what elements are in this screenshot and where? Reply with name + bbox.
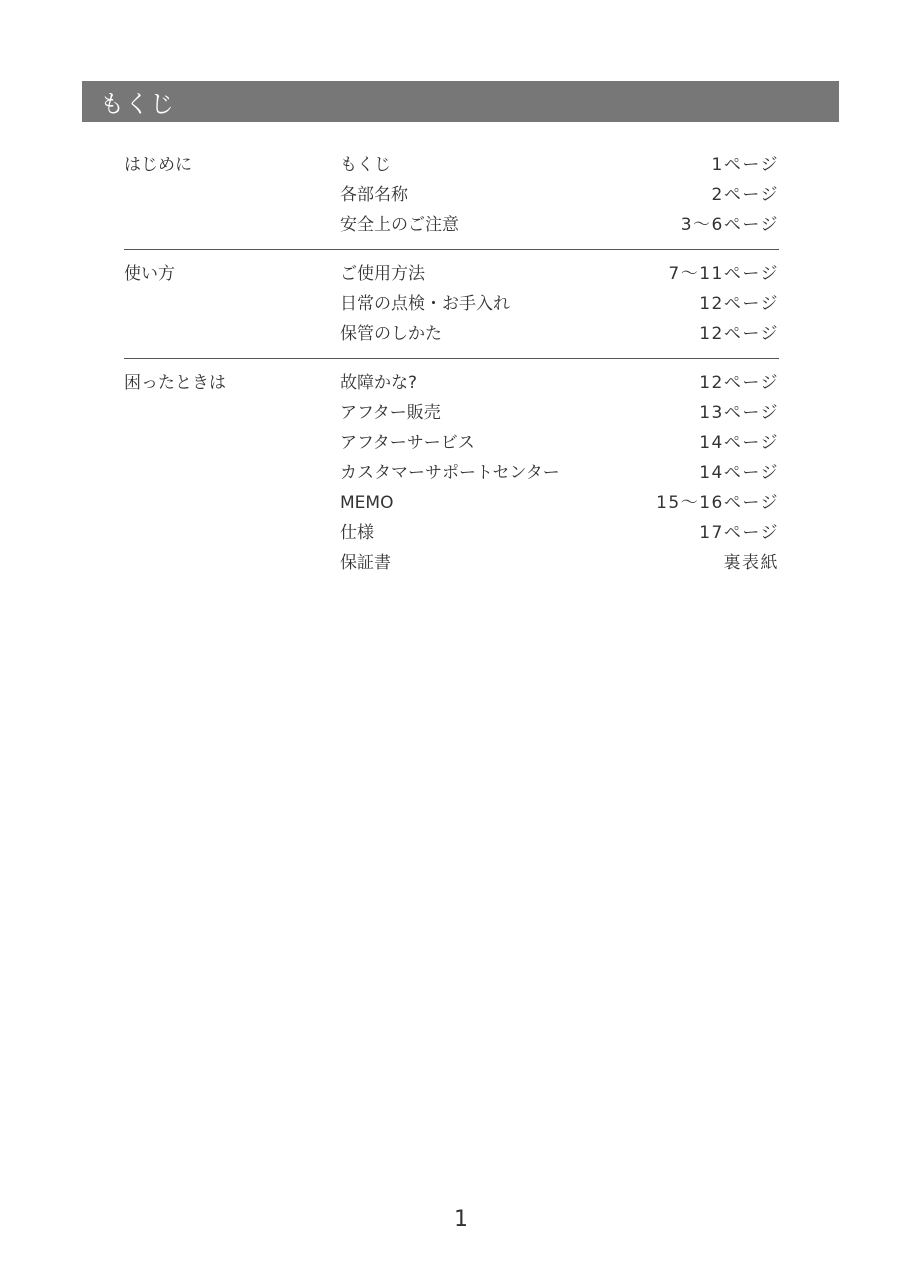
entry-label: ご使用方法 xyxy=(340,264,425,284)
entry-list xyxy=(340,150,779,240)
entry-label: もくじ xyxy=(340,155,391,175)
entry-page: 3～6ページ xyxy=(680,215,779,235)
entry-label: 保管のしかた xyxy=(340,324,442,344)
entry-page: 14ページ xyxy=(699,433,779,453)
entry-page: 12ページ xyxy=(699,324,779,344)
entry-label: 日常の点検・お手入れ xyxy=(340,294,510,314)
entry-page: 13ページ xyxy=(699,403,779,423)
toc-section-introduction xyxy=(124,150,779,250)
entry-label: 仕様 xyxy=(340,523,374,543)
entry-page: 1ページ xyxy=(711,155,779,175)
toc-section-usage xyxy=(124,259,779,359)
entry-page: 12ページ xyxy=(699,294,779,314)
toc-entry[interactable] xyxy=(340,518,779,548)
entry-label: アフター販売 xyxy=(340,403,441,423)
entry-label: 安全上のご注意 xyxy=(340,215,459,235)
toc-entry[interactable] xyxy=(340,289,779,319)
entry-page: 14ページ xyxy=(699,463,779,483)
toc-entry[interactable] xyxy=(340,210,779,240)
entry-label: アフターサービス xyxy=(340,433,475,453)
toc-section-troubleshooting xyxy=(124,368,779,587)
toc-entry[interactable] xyxy=(340,488,779,518)
toc-entry[interactable] xyxy=(340,150,779,180)
toc-entry[interactable] xyxy=(340,259,779,289)
page-number: 1 xyxy=(454,1207,468,1232)
toc-entry[interactable] xyxy=(340,319,779,349)
toc-entry[interactable] xyxy=(340,428,779,458)
table-of-contents xyxy=(124,150,779,596)
toc-entry[interactable] xyxy=(340,180,779,210)
title-bar xyxy=(82,81,839,122)
toc-entry[interactable] xyxy=(340,398,779,428)
entry-page: 17ページ xyxy=(699,523,779,543)
section-title: 困ったときは xyxy=(124,373,226,393)
toc-entry[interactable] xyxy=(340,548,779,578)
entry-page: 裏表紙 xyxy=(723,553,779,573)
entry-page: 15～16ページ xyxy=(656,493,779,513)
entry-page: 2ページ xyxy=(711,185,779,205)
section-title: はじめに xyxy=(124,155,192,175)
entry-page: 12ページ xyxy=(699,373,779,393)
entry-label: 故障かな? xyxy=(340,373,418,393)
entry-page: 7～11ページ xyxy=(668,264,779,284)
entry-list xyxy=(340,368,779,578)
toc-entry[interactable] xyxy=(340,368,779,398)
entry-list xyxy=(340,259,779,349)
entry-label: MEMO xyxy=(340,493,394,513)
entry-label: 保証書 xyxy=(340,553,391,573)
section-title: 使い方 xyxy=(124,264,175,284)
toc-entry[interactable] xyxy=(340,458,779,488)
page-title: もくじ xyxy=(100,90,175,118)
entry-label: カスタマーサポートセンター xyxy=(340,463,560,483)
entry-label: 各部名称 xyxy=(340,185,408,205)
